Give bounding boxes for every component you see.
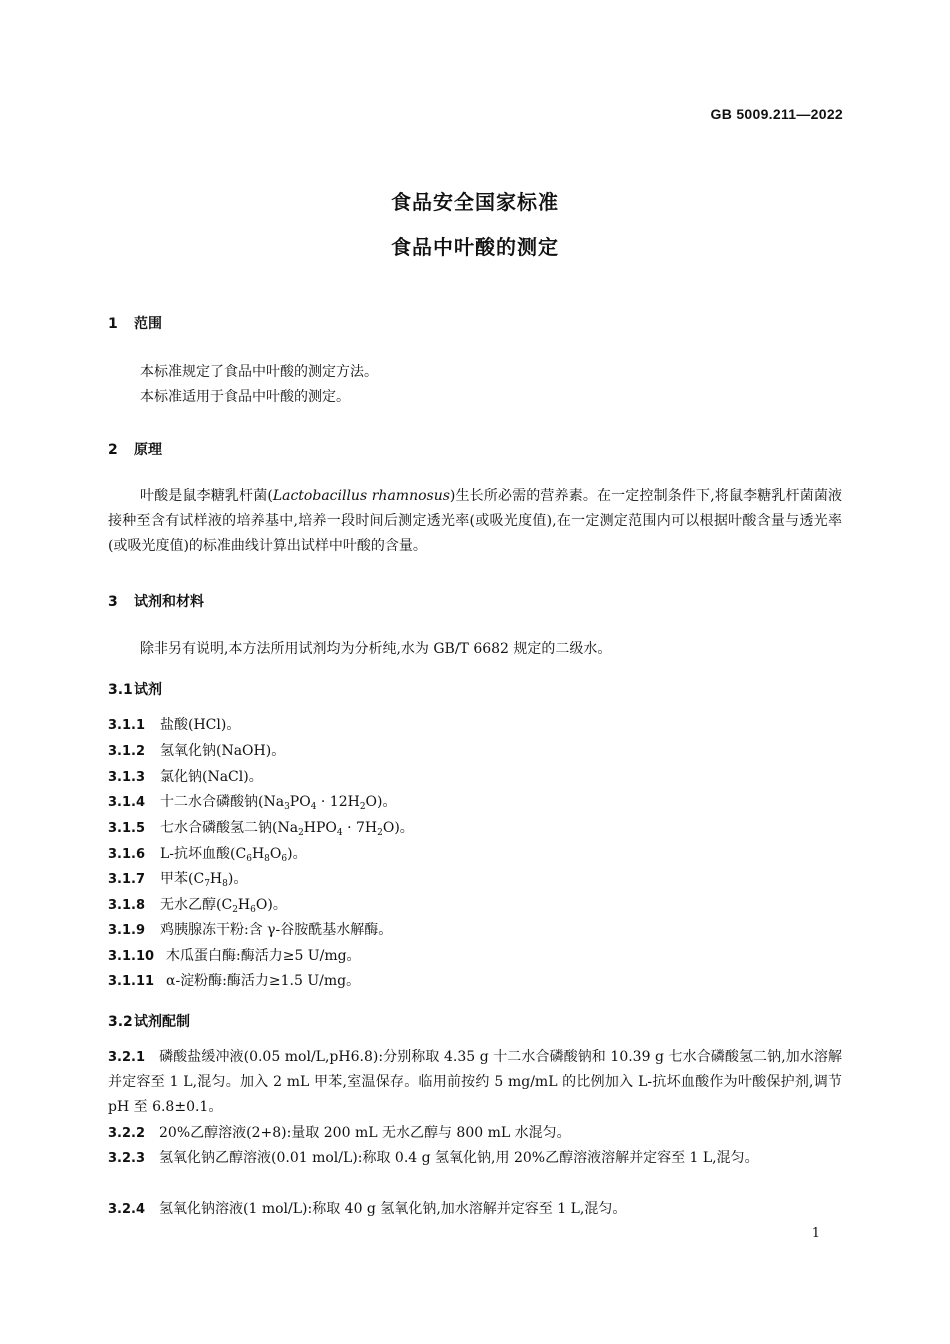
section-2-paragraph xyxy=(108,484,842,559)
subsection-number: 3.2 xyxy=(108,1014,133,1030)
formula-subscript: 8 xyxy=(264,854,270,864)
formula-part: H xyxy=(237,897,251,913)
reagent-item xyxy=(108,969,360,994)
reagent-item xyxy=(108,790,397,815)
formula-subscript: 6 xyxy=(246,854,252,864)
principle-text-b: )生长所必需的营养素。在一定控制条件下,将鼠李糖乳杆菌菌液接种至含有试样液的培养基中,培养一段时间后测定透光率(或吸光度值),在一定测定范围内可以根据叶酸含量与透光率(或吸光度值)的标准曲线计算出试样中叶酸的含量。 xyxy=(108,488,842,554)
item-text: 氢氧化钠溶液(1 mol/L):称取 40 g 氢氧化钠,加水溶解并定容至 1 L,混匀。 xyxy=(159,1201,627,1217)
reagent-prep-item xyxy=(108,1045,842,1120)
reagent-item xyxy=(108,816,414,841)
formula-subscript: 2 xyxy=(359,802,366,812)
item-number: 3.1.11 xyxy=(108,974,155,989)
item-number: 3.1.1 xyxy=(108,718,146,733)
section-3-heading xyxy=(108,591,204,611)
item-text: 盐酸(HCl)。 xyxy=(160,717,241,733)
reagent-item xyxy=(108,918,392,943)
section-number: 2 xyxy=(108,442,118,458)
reagent-item xyxy=(108,765,263,790)
item-text: 20%乙醇溶液(2+8):量取 200 mL 无水乙醇与 800 mL 水混匀。 xyxy=(159,1125,571,1141)
formula-part: 十二水合磷酸钠(Na xyxy=(160,794,285,810)
item-number: 3.2.2 xyxy=(108,1126,146,1141)
document-subtitle: 食品中叶酸的测定 xyxy=(391,235,559,259)
formula-part: O)。 xyxy=(382,820,414,836)
item-text: 磷酸盐缓冲液(0.05 mol/L,pH6.8):分别称取 4.35 g 十二水合磷酸钠和 10.39 g 七水合磷酸氢二钠,加水溶解并定容至 1 L,混匀。加入 2 mL 甲苯,室温保存。临用前按约 5 mg/mL 的比例加入 L-抗坏血酸作为叶酸保护剂,调节 pH 至 6.8±0.1。 xyxy=(108,1049,842,1115)
item-text: 氢氧化钠(NaOH)。 xyxy=(160,743,286,759)
species-name: Lactobacillus rhamnosus xyxy=(272,488,450,504)
formula-subscript: 4 xyxy=(336,828,343,838)
formula-subscript: 3 xyxy=(284,802,290,812)
formula-part: O)。 xyxy=(365,794,397,810)
subsection-3-1-heading xyxy=(108,679,162,699)
item-number: 3.1.10 xyxy=(108,949,155,964)
section-title: 范围 xyxy=(134,316,162,332)
principle-text-a: 叶酸是鼠李糖乳杆菌( xyxy=(140,488,273,504)
item-text: α-淀粉酶:酶活力≥1.5 U/mg。 xyxy=(166,973,361,989)
formula-part: 甲苯(C xyxy=(160,871,205,887)
item-text: 氢氧化钠乙醇溶液(0.01 mol/L):称取 0.4 g 氢氧化钠,用 20%乙醇溶液溶解并定容至 1 L,混匀。 xyxy=(159,1150,759,1166)
formula-subscript: 8 xyxy=(222,879,228,889)
formula-subscript: 2 xyxy=(232,905,238,915)
subsection-number: 3.1 xyxy=(108,682,133,698)
formula-part: HPO xyxy=(303,820,337,836)
section-1-heading xyxy=(108,313,162,333)
reagent-prep-item xyxy=(108,1197,842,1222)
item-number: 3.2.1 xyxy=(108,1050,146,1065)
formula-part: 无水乙醇(C xyxy=(160,897,233,913)
reagent-item xyxy=(108,842,307,867)
reagent-item xyxy=(108,893,287,918)
item-number: 3.1.3 xyxy=(108,770,146,785)
formula-subscript: 4 xyxy=(310,802,317,812)
reagent-prep-item xyxy=(108,1121,842,1146)
item-number: 3.1.6 xyxy=(108,847,146,862)
item-number: 3.1.4 xyxy=(108,795,146,810)
formula-subscript: 7 xyxy=(204,879,210,889)
subsection-3-2-heading xyxy=(108,1011,190,1031)
formula-part: )。 xyxy=(287,846,307,862)
item-text: 鸡胰腺冻干粉:含 γ-谷胺酰基水解酶。 xyxy=(160,922,393,938)
section-1-paragraph-1: 本标准规定了食品中叶酸的测定方法。 xyxy=(140,364,378,380)
formula-subscript: 2 xyxy=(377,828,383,838)
item-number: 3.2.4 xyxy=(108,1202,146,1217)
section-3-intro: 除非另有说明,本方法所用试剂均为分析纯,水为 GB/T 6682 规定的二级水。 xyxy=(140,641,612,657)
item-number: 3.1.7 xyxy=(108,872,146,887)
item-number: 3.1.5 xyxy=(108,821,146,836)
reagent-item xyxy=(108,867,247,892)
page-number: 1 xyxy=(811,1226,820,1241)
formula-part: O)。 xyxy=(255,897,287,913)
formula-part: )。 xyxy=(227,871,248,887)
standard-code: GB 5009.211—2022 xyxy=(710,106,843,122)
item-text: 木瓜蛋白酶:酶活力≥5 U/mg。 xyxy=(166,948,361,964)
formula-part: H xyxy=(251,846,265,862)
reagent-prep-item xyxy=(108,1146,842,1171)
formula-subscript: 2 xyxy=(298,828,304,838)
item-number: 3.1.8 xyxy=(108,898,146,913)
formula-part: H xyxy=(209,871,223,887)
formula-part: 七水合磷酸氢二钠(Na xyxy=(160,820,299,836)
formula-part: O xyxy=(269,846,282,862)
formula-part: · 7H xyxy=(342,820,378,836)
formula-subscript: 6 xyxy=(250,905,256,915)
item-text: 氯化钠(NaCl)。 xyxy=(160,769,263,785)
section-1-paragraph-2: 本标准适用于食品中叶酸的测定。 xyxy=(140,389,350,405)
item-number: 3.2.3 xyxy=(108,1151,146,1166)
item-number: 3.1.9 xyxy=(108,923,146,938)
formula-subscript: 6 xyxy=(281,854,288,864)
subsection-title: 试剂配制 xyxy=(134,1014,190,1030)
section-number: 3 xyxy=(108,594,118,610)
item-number: 3.1.2 xyxy=(108,744,146,759)
section-title: 试剂和材料 xyxy=(134,594,204,610)
section-title: 原理 xyxy=(134,442,162,458)
reagent-item xyxy=(108,739,285,764)
document-title: 食品安全国家标准 xyxy=(391,190,559,214)
section-number: 1 xyxy=(108,316,118,332)
section-2-heading xyxy=(108,439,162,459)
formula-part: · 12H xyxy=(316,794,360,810)
formula-part: L-抗坏血酸(C xyxy=(160,846,247,862)
subsection-title: 试剂 xyxy=(134,682,162,698)
reagent-item xyxy=(108,713,240,738)
formula-part: PO xyxy=(289,794,311,810)
reagent-item xyxy=(108,944,361,969)
